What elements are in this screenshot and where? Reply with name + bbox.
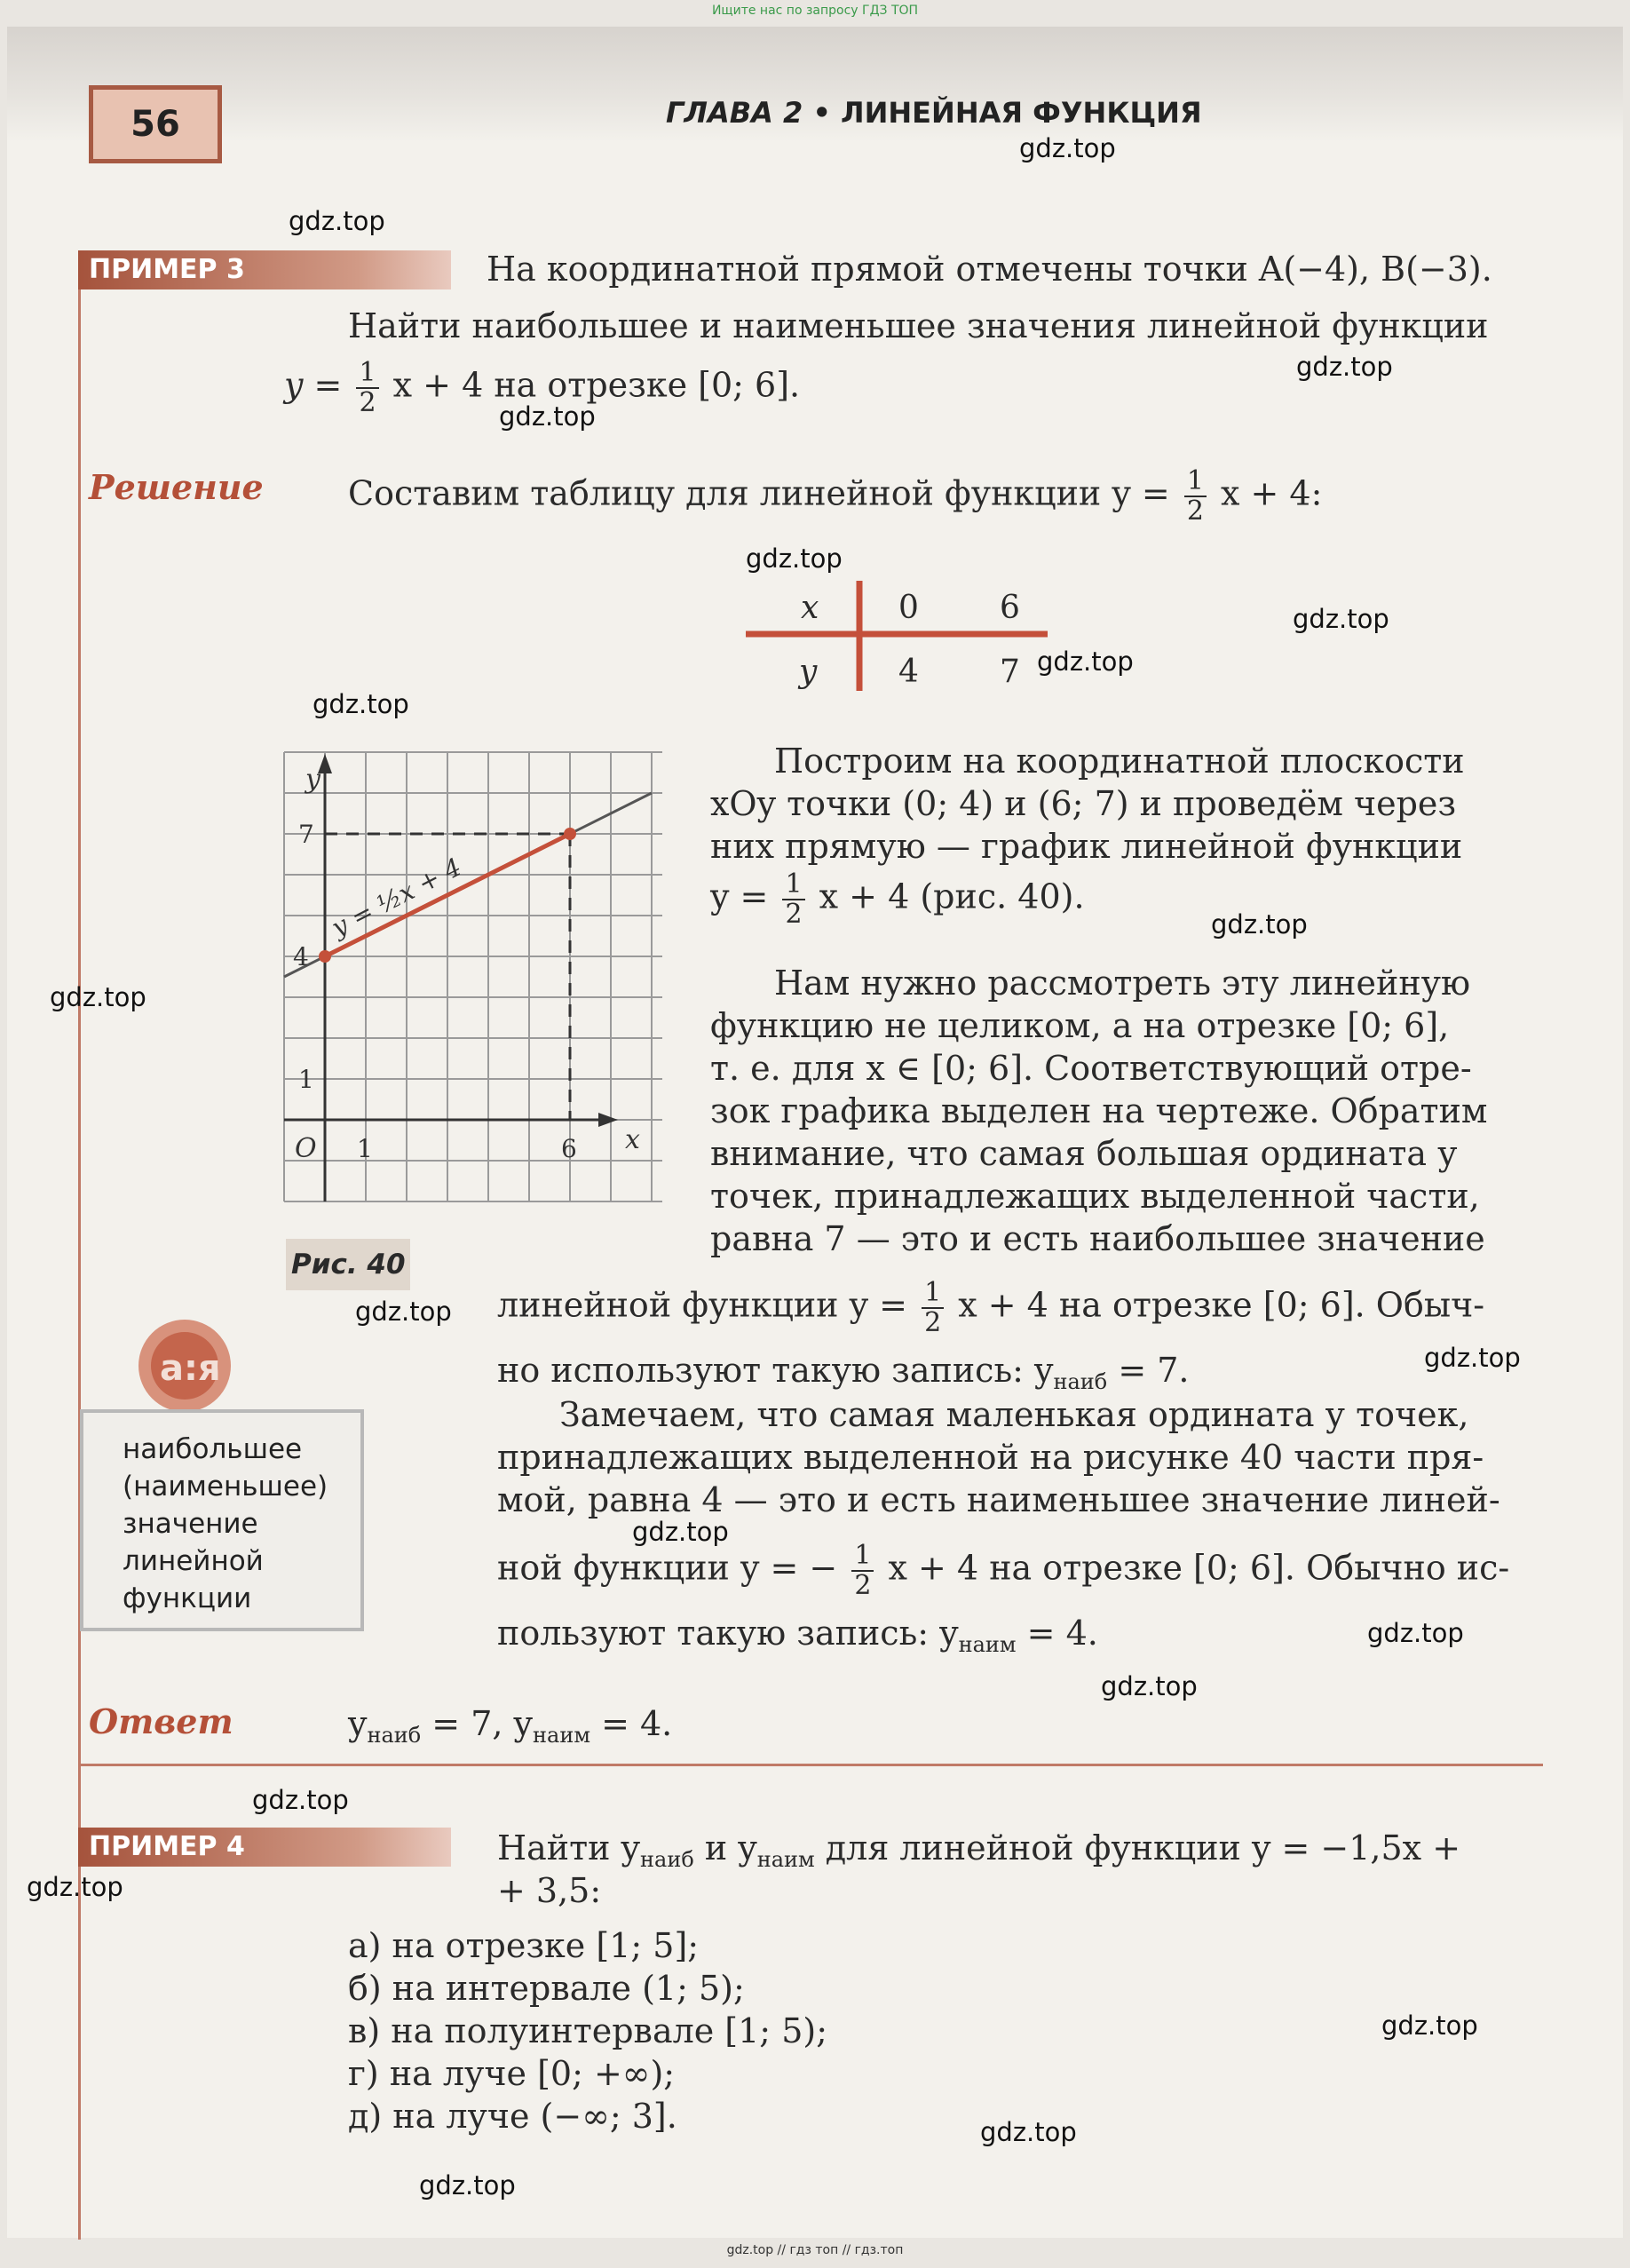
- watermark: gdz.top: [1296, 352, 1393, 382]
- top-note: Ищите нас по запросу ГДЗ ТОП: [711, 4, 919, 18]
- fraction: $\frac{1}{2}$: [356, 359, 378, 417]
- watermark: gdz.top: [1367, 1618, 1464, 1648]
- table-header-x: x: [801, 590, 819, 626]
- paragraph-2-line: точек, принадлежащих выделенной части,: [710, 1177, 1480, 1216]
- watermark: gdz.top: [1037, 646, 1134, 677]
- fraction: $\frac{1}{2}$: [922, 1279, 944, 1337]
- paragraph-2-tail: но используют такую запись: $y_{наиб} = 7$.: [497, 1351, 1190, 1394]
- chapter-bullet: •: [812, 96, 831, 130]
- table-header-y: y: [799, 654, 818, 690]
- watermark: gdz.top: [1101, 1671, 1198, 1701]
- definition-line: значение: [123, 1508, 258, 1540]
- watermark: gdz.top: [1293, 604, 1389, 634]
- section-separator: [78, 1764, 1543, 1766]
- table-cell: 7: [1000, 654, 1020, 690]
- example-3-line-2: Найти наибольшее и наименьшее значения линейной функции: [348, 306, 1489, 345]
- fraction: $\frac{1}{2}$: [1184, 467, 1207, 526]
- definition-box: [80, 1409, 364, 1631]
- watermark: gdz.top: [632, 1517, 729, 1547]
- watermark: gdz.top: [1211, 909, 1308, 940]
- paragraph-2-line: линейной функции y = $\frac{1}{2}$ x + 4 на отрезке [0; 6]. Обыч-: [497, 1277, 1485, 1338]
- paragraph-2-line: зок графика выделен на чертеже. Обратим: [710, 1091, 1488, 1130]
- answer-text: $y_{наиб} = 7$, $y_{наим} = 4$.: [348, 1704, 673, 1748]
- table-intro: Составим таблицу для линейной функции y = $\frac{1}{2}$ x + 4:: [348, 465, 1323, 527]
- x-axis-arrow: [598, 1113, 618, 1127]
- table-cell: 4: [898, 654, 919, 690]
- point-6-7: [564, 828, 576, 840]
- example-4-line-2: + 3,5:: [497, 1871, 602, 1910]
- watermark: gdz.top: [27, 1872, 123, 1902]
- tick-x-1: 1: [357, 1134, 373, 1163]
- tick-y-4: 4: [293, 942, 309, 971]
- paragraph-3-line: принадлежащих выделенной на рисунке 40 части пря-: [497, 1438, 1484, 1477]
- example-3-line-1: На координатной прямой отмечены точки A(−4), B(−3).: [487, 250, 1492, 289]
- definition-line: функции: [123, 1582, 252, 1614]
- example-4-item-b: б) на интервале (1; 5);: [348, 1969, 745, 2008]
- paragraph-1-line: них прямую — график линейной функции: [710, 827, 1463, 866]
- figure-caption: Рис. 40: [286, 1239, 410, 1290]
- x-axis-label: x: [625, 1124, 640, 1155]
- watermark: gdz.top: [252, 1785, 349, 1815]
- figure-40-graph: [282, 750, 664, 1221]
- example-4-line-1: Найти $y_{наиб}$ и $y_{наим}$ для линейной функции y = −1,5x +: [497, 1828, 1461, 1872]
- watermark: gdz.top: [1381, 2010, 1478, 2041]
- tick-y-1: 1: [298, 1065, 314, 1094]
- tick-x-6: 6: [561, 1134, 577, 1163]
- example-4-item-d: г) на луче [0; +∞);: [348, 2054, 676, 2093]
- paragraph-2-line: т. е. для x ∈ [0; 6]. Соответствующий отре-: [710, 1049, 1472, 1088]
- paragraph-2-line: внимание, что самая большая ордината у: [710, 1134, 1458, 1173]
- answer-label: Ответ: [89, 1701, 233, 1741]
- solution-label: Решение: [89, 467, 264, 507]
- watermark: gdz.top: [313, 689, 409, 719]
- margin-line: [78, 250, 81, 2240]
- tick-y-7: 7: [298, 820, 314, 849]
- table-cell: 6: [1000, 590, 1020, 626]
- example-4-label: ПРИМЕР 4: [78, 1828, 451, 1867]
- formula-text: y =: [284, 365, 343, 405]
- example-3-label: ПРИМЕР 3: [78, 250, 451, 289]
- paragraph-3-line: Замечаем, что самая маленькая ордината у точек,: [559, 1395, 1469, 1434]
- chapter-name: ЛИНЕЙНАЯ ФУНКЦИЯ: [841, 96, 1202, 130]
- watermark: gdz.top: [355, 1297, 452, 1327]
- paragraph-3-line: ной функции y = − $\frac{1}{2}$ x + 4 на отрезке [0; 6]. Обычно ис-: [497, 1540, 1510, 1601]
- paragraph-3-tail: пользуют такую запись: $y_{наим} = 4$.: [497, 1614, 1098, 1657]
- bottom-note: gdz.top // гдз топ // гдз.топ: [726, 2243, 904, 2257]
- watermark: gdz.top: [1019, 133, 1116, 163]
- watermark: gdz.top: [499, 401, 596, 432]
- watermark: gdz.top: [289, 206, 385, 236]
- paragraph-2-line: Нам нужно рассмотреть эту линейную: [774, 964, 1471, 1003]
- paragraph-1-line: xOy точки (0; 4) и (6; 7) и проведём через: [710, 784, 1457, 823]
- paragraph-2-line: функцию не целиком, а на отрезке [0; 6],: [710, 1006, 1450, 1045]
- origin-label: O: [295, 1133, 317, 1164]
- fraction: $\frac{1}{2}$: [782, 870, 804, 929]
- paragraph-3-line: мой, равна 4 — это и есть наименьшее значение линей-: [497, 1480, 1500, 1519]
- dictionary-icon: [133, 1314, 240, 1412]
- grid: [284, 752, 662, 1201]
- point-0-4: [319, 950, 331, 963]
- watermark: gdz.top: [746, 543, 843, 574]
- watermark: gdz.top: [50, 982, 146, 1012]
- svg-text:a:я: a:я: [160, 1348, 221, 1389]
- watermark: gdz.top: [419, 2170, 516, 2201]
- y-axis-label: y: [305, 764, 320, 795]
- paragraph-1-line: y = $\frac{1}{2}$ x + 4 (рис. 40).: [710, 868, 1085, 930]
- chapter-title: [666, 96, 1202, 130]
- page-number: 56: [89, 85, 222, 163]
- chapter-label: ГЛАВА 2: [666, 96, 803, 130]
- example-4-item-c: в) на полуинтервале [1; 5);: [348, 2011, 827, 2050]
- definition-line: линейной: [123, 1545, 264, 1577]
- graph-label: y = ½x + 4: [327, 852, 466, 943]
- paragraph-1-line: Построим на координатной плоскости: [774, 741, 1465, 781]
- example-4-item-a: а) на отрезке [1; 5];: [348, 1926, 700, 1965]
- definition-line: (наименьшее): [123, 1471, 328, 1503]
- watermark: gdz.top: [980, 2117, 1077, 2147]
- definition-line: наибольшее: [123, 1433, 303, 1465]
- example-4-item-e: д) на луче (−∞; 3].: [348, 2097, 677, 2136]
- fraction: $\frac{1}{2}$: [851, 1542, 874, 1600]
- table-cell: 0: [898, 590, 919, 626]
- paragraph-2-line: равна 7 — это и есть наибольшее значение: [710, 1219, 1485, 1258]
- watermark: gdz.top: [1424, 1343, 1521, 1373]
- value-table: [746, 577, 1083, 693]
- formula-text: x + 4 на отрезке [0; 6].: [392, 365, 801, 405]
